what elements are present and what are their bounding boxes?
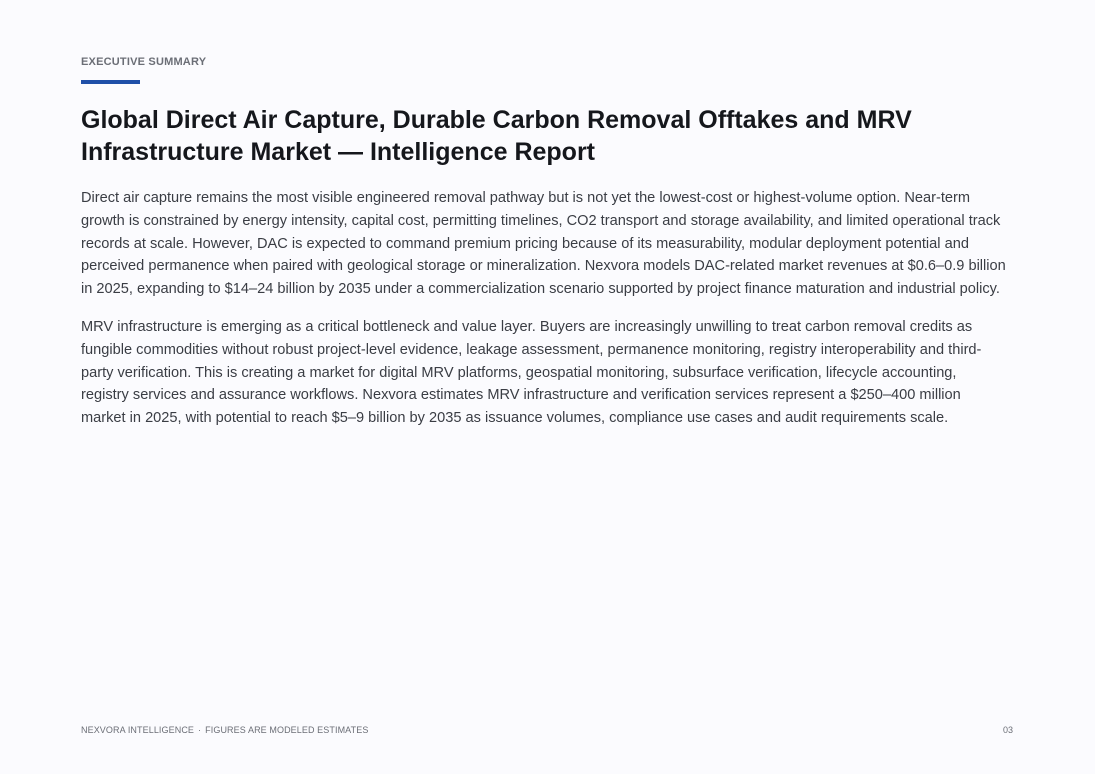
accent-rule xyxy=(81,80,140,84)
footer-note xyxy=(81,725,368,735)
summary-paragraph-mrv: MRV infrastructure is emerging as a critical bottleneck and value layer. Buyers are increasingly unwilling to treat carbon removal credits as fungible commodities without robust project-level evidence, leakage assessment, permanence monitoring, registry interoperability and third-party verification. This is creating a market for digital MRV platforms, geospatial monitoring, subsurface verification, lifecycle accounting, registry services and assurance workflows. Nexvora estimates MRV infrastructure and verification services represent a $250–400 million market in 2025, with potential to reach $5–9 billion by 2035 as issuance volumes, compliance use cases and audit requirements scale. xyxy=(81,318,982,427)
page-number: 03 xyxy=(1002,725,1013,735)
section-label: EXECUTIVE SUMMARY xyxy=(81,56,207,68)
summary-body xyxy=(81,187,1006,430)
footer-disclaimer: FIGURES ARE MODELED ESTIMATES xyxy=(205,725,369,735)
footer-separator: · xyxy=(198,725,202,735)
page-title: Global Direct Air Capture, Durable Carbon Removal Offtakes and MRV Infrastructure Market — Intelligence Report xyxy=(81,106,912,166)
footer-brand: NEXVORA INTELLIGENCE xyxy=(81,725,195,735)
summary-paragraph-dac: Direct air capture remains the most visible engineered removal pathway but is not yet the lowest-cost or highest-volume option. Near-term growth is constrained by energy intensity, capital cost, permitting timelines, CO2 transport and storage availability, and limited operational track records at scale. However, DAC is expected to command premium pricing because of its measurability, modular deployment potential and perceived permanence when paired with geological storage or mineralization. Nexvora models DAC-related market revenues at $0.6–0.9 billion in 2025, expanding to $14–24 billion by 2035 under a commercialization scenario supported by project finance maturation and industrial policy. xyxy=(81,190,1006,298)
